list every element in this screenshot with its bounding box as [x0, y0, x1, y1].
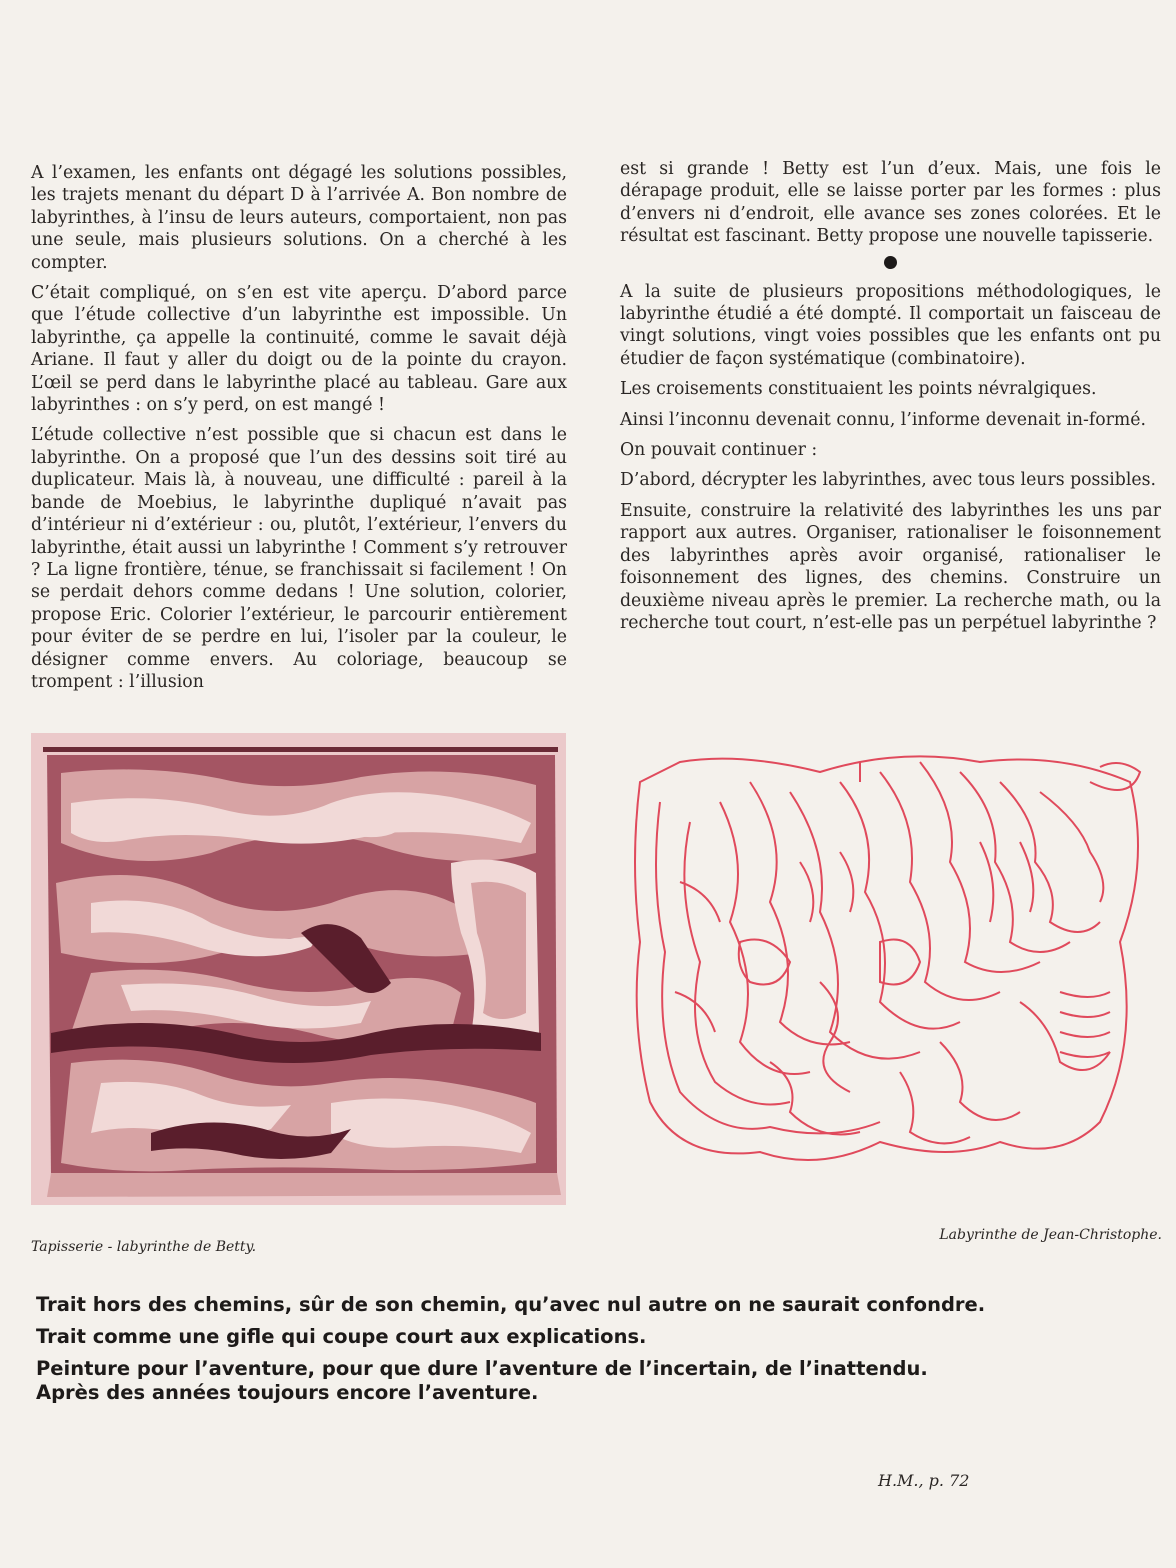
tapestry-caption: Tapisserie - labyrinthe de Betty. [31, 1239, 257, 1255]
maze-drawing [620, 742, 1162, 1180]
maze-caption: Labyrinthe de Jean-Christophe. [939, 1227, 1162, 1243]
quote-source: H.M., p. 72 [878, 1471, 970, 1490]
text-column-left [31, 162, 567, 701]
tapestry-weave [47, 755, 561, 1197]
pull-quote [36, 1293, 996, 1413]
paragraph: Ainsi l’inconnu devenait connu, l’informe devenait in-formé. [620, 409, 1146, 430]
paragraph: est si grande ! Betty est l’un d’eux. Mais, une fois le dérapage produit, elle se laisse porter par les formes : plus d’envers ni d’endroit, elle avance ses zones colorées. Et le résultat est fascinant. Betty propose une nouvelle tapisserie. [620, 159, 1161, 247]
paragraph: Ensuite, construire la relativité des labyrinthes les uns par rapport aux autres. Organiser, rationaliser le foisonnement des labyrinthes après avoir organisé, rationaliser le foisonnement des lignes, des chemins. Construire un deuxième niveau après le premier. La recherche math, ou la recherche tout court, n’est-elle pas un perpétuel labyrinthe ? [620, 500, 1161, 633]
paragraph: C’était compliqué, on s’en est vite aperçu. D’abord parce que l’étude collective d’un labyrinthe est impossible. Un labyrinthe, ça appelle la continuité, comme le savait déjà Ariane. Il faut y aller du doigt ou de la pointe du crayon. L’œil se perd dans le labyrinthe placé au tableau. Gare aux labyrinthes : on s’y perd, on est mangé ! [31, 283, 567, 416]
tapestry-photo [31, 733, 566, 1205]
paragraph: A l’examen, les enfants ont dégagé les solutions possibles, les trajets menant du départ D à l’arrivée A. Bon nombre de labyrinthes, à l’insu de leurs auteurs, comportaient, non pas une seule, mais plusieurs solutions. On a cherché à les compter. [31, 163, 567, 273]
maze-lines [635, 756, 1140, 1160]
quote-line: Trait hors des chemins, sûr de son chemin, qu’avec nul autre on ne saurait confondre. [36, 1293, 986, 1316]
quote-line: Peinture pour l’aventure, pour que dure l’aventure de l’incertain, de l’inattendu. Après des années toujours encore l’aventure. [36, 1357, 928, 1404]
paragraph: A la suite de plusieurs propositions méthodologiques, le labyrinthe étudié a été dompté. Il comportait un faisceau de vingt solutions, vingt voies possibles que les enfants ont pu étudier de façon systématique (combinatoire). [620, 281, 1161, 369]
section-bullet-icon [884, 256, 897, 269]
text-column-right [620, 158, 1161, 642]
paragraph: Les croisements constituaient les points névralgiques. [620, 379, 1097, 400]
paragraph: On pouvait continuer : [620, 440, 818, 461]
paragraph: L’étude collective n’est possible que si chacun est dans le labyrinthe. On a proposé que l’un des dessins soit tiré au duplicateur. Mais là, à nouveau, une difficulté : pareil à la bande de Moebius, le labyrinthe dupliqué n’avait pas d’intérieur ni d’extérieur : ou, plutôt, l’extérieur, l’envers du labyrinthe, était aussi un labyrinthe ! Comment s’y retrouver ? La ligne frontière, ténue, se franchissait si facilement ! On se perdait dehors comme dedans ! Une solution, colorier, propose Eric. Colorier l’extérieur, le parcourir entièrement pour éviter de se perdre en lui, l’isoler par la couleur, le désigner comme envers. Au coloriage, beaucoup se trompent : l’illusion [31, 425, 567, 692]
quote-line: Trait comme une gifle qui coupe court aux explications. [36, 1325, 647, 1348]
paragraph: D’abord, décrypter les labyrinthes, avec tous leurs possibles. [620, 470, 1156, 491]
